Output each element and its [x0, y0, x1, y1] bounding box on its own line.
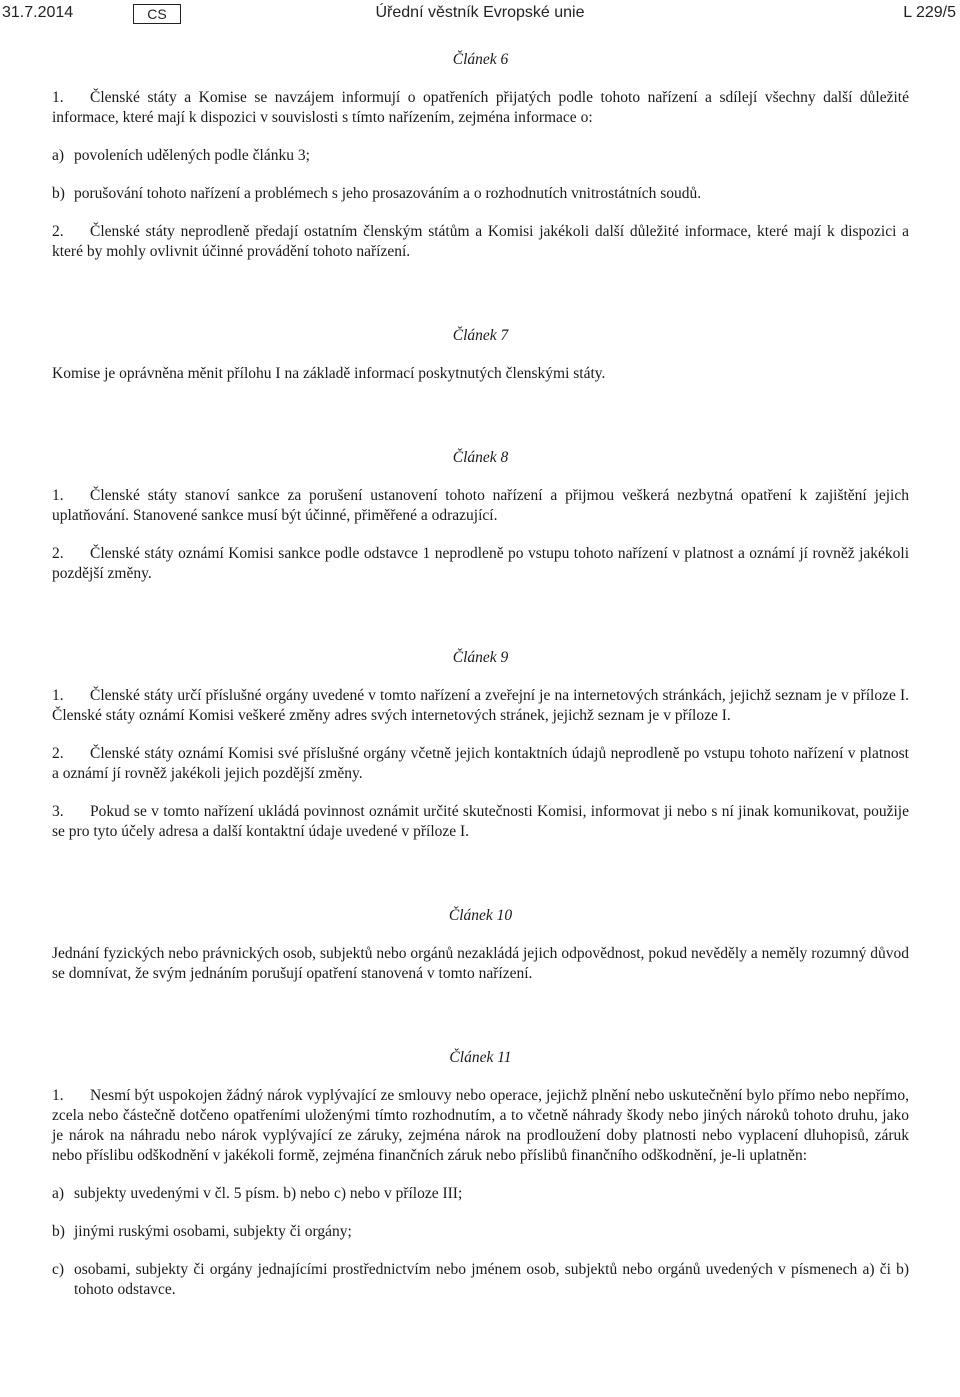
article-6-title: Článek 6	[452, 51, 509, 68]
paragraph-number: 1.	[52, 487, 64, 504]
paragraph-number: 1.	[52, 89, 64, 106]
article-11-item-b	[52, 1222, 909, 1242]
paragraph-number: 2.	[52, 545, 64, 562]
page-number: L 229/5	[903, 4, 956, 21]
article-11-item-a	[52, 1184, 909, 1204]
article-9-paragraph-2	[52, 744, 909, 784]
item-text: porušování tohoto nařízení a problémech s jeho prosazováním a o rozhodnutích vnitrostátních soudů.	[74, 185, 702, 202]
paragraph-number: 1.	[52, 687, 64, 704]
paragraph-text: Členské státy oznámí Komisi sankce podle odstavce 1 neprodleně po vstupu tohoto nařízení v platnost a oznámí jí rovněž jakékoli pozdější změny.	[52, 545, 909, 582]
paragraph-number: 2.	[52, 223, 64, 240]
article-9-paragraph-1	[52, 686, 909, 726]
item-label: a)	[52, 147, 65, 164]
paragraph-text: Členské státy a Komise se navzájem informují o opatřeních přijatých podle tohoto nařízení a sdílejí všechny další důležité informace, které mají k dispozici v souvislosti s tímto nařízením, zejména informace o:	[52, 89, 909, 126]
article-6-item-b	[52, 184, 909, 204]
article-10-title: Článek 10	[448, 907, 513, 924]
item-text: subjekty uvedenými v čl. 5 písm. b) nebo c) nebo v příloze III;	[74, 1185, 463, 1202]
article-8-paragraph-1	[52, 486, 909, 526]
article-10-paragraph: Jednání fyzických nebo právnických osob, subjektů nebo orgánů nezakládá jejich odpovědnost, pokud nevěděly a neměly rozumný důvod se domnívat, že svým jednáním porušují opatření stanovená v tomto nařízení.	[52, 945, 909, 982]
item-label: c)	[52, 1261, 65, 1278]
header-date: 31.7.2014	[2, 4, 74, 21]
item-text: osobami, subjekty či orgány jednajícími prostřednictvím nebo jménem osob, subjektů nebo orgánů uvedených v písmenech a) či b) tohoto odstavce.	[74, 1261, 909, 1298]
item-label: b)	[52, 185, 65, 202]
article-6-paragraph-2	[52, 222, 909, 262]
article-9-paragraph-3	[52, 802, 909, 842]
paragraph-text: Členské státy oznámí Komisi své příslušné orgány včetně jejich kontaktních údajů neprodleně po vstupu tohoto nařízení v platnost a oznámí jí rovněž jakékoli jejich pozdější změny.	[52, 745, 909, 782]
paragraph-text: Členské státy stanoví sankce za porušení ustanovení tohoto nařízení a přijmou veškerá nezbytná opatření k zajištění jejich uplatňování. Stanovené sankce musí být účinné, přiměřené a odrazující.	[52, 487, 909, 524]
article-11-item-c	[52, 1260, 909, 1300]
paragraph-text: Nesmí být uspokojen žádný nárok vyplývající ze smlouvy nebo operace, jejichž plnění nebo uskutečnění bylo přímo nebo nepřímo, zcela nebo částečně dotčeno opatřeními uloženými tímto rozhodnutím, a to včetně náhrady škody nebo jiných nároků tohoto druhu, jako je nárok na náhradu nebo nárok vyplývající ze záruky, zejména nárok na prodloužení doby platnosti nebo vyplacení dluhopisů, záruk nebo příslibu odškodnění v jakékoli formě, zejména finančních záruk nebo příslibů finančního odškodnění, je-li uplatněn:	[52, 1087, 909, 1164]
item-label: a)	[52, 1185, 65, 1202]
paragraph-number: 3.	[52, 803, 64, 820]
article-6-paragraph-1	[52, 88, 909, 128]
article-8-paragraph-2	[52, 544, 909, 584]
article-8-title: Článek 8	[452, 449, 509, 466]
article-9-title: Článek 9	[452, 649, 509, 666]
article-6-item-a	[52, 146, 909, 166]
paragraph-text: Pokud se v tomto nařízení ukládá povinnost oznámit určité skutečnosti Komisi, informovat ji nebo s ní jinak komunikovat, použije se pro tyto účely adresa a další kontaktní údaje uvedené v příloze I.	[52, 803, 909, 840]
item-text: jinými ruskými osobami, subjekty či orgány;	[74, 1223, 352, 1240]
paragraph-number: 1.	[52, 1087, 64, 1104]
paragraph-number: 2.	[52, 745, 64, 762]
item-text: povoleních udělených podle článku 3;	[74, 147, 310, 164]
paragraph-text: Členské státy určí příslušné orgány uvedené v tomto nařízení a zveřejní je na internetových stránkách, jejichž seznam je v příloze I. Členské státy oznámí Komisi veškeré změny adres svých internetových stránek, jejichž seznam je v příloze I.	[52, 687, 909, 724]
article-11-title: Článek 11	[449, 1049, 512, 1066]
item-label: b)	[52, 1223, 65, 1240]
page-header	[0, 4, 960, 26]
document-body	[52, 38, 909, 1318]
article-7-title: Článek 7	[452, 327, 509, 344]
article-11-paragraph-1	[52, 1086, 909, 1166]
language-badge: CS	[133, 4, 181, 24]
journal-title: Úřední věstník Evropské unie	[375, 4, 585, 21]
article-7-paragraph: Komise je oprávněna měnit přílohu I na základě informací poskytnutých členskými státy.	[52, 365, 606, 382]
paragraph-text: Členské státy neprodleně předají ostatním členským státům a Komisi jakékoli další důležité informace, které mají k dispozici a které by mohly ovlivnit účinné provádění tohoto nařízení.	[52, 223, 909, 260]
